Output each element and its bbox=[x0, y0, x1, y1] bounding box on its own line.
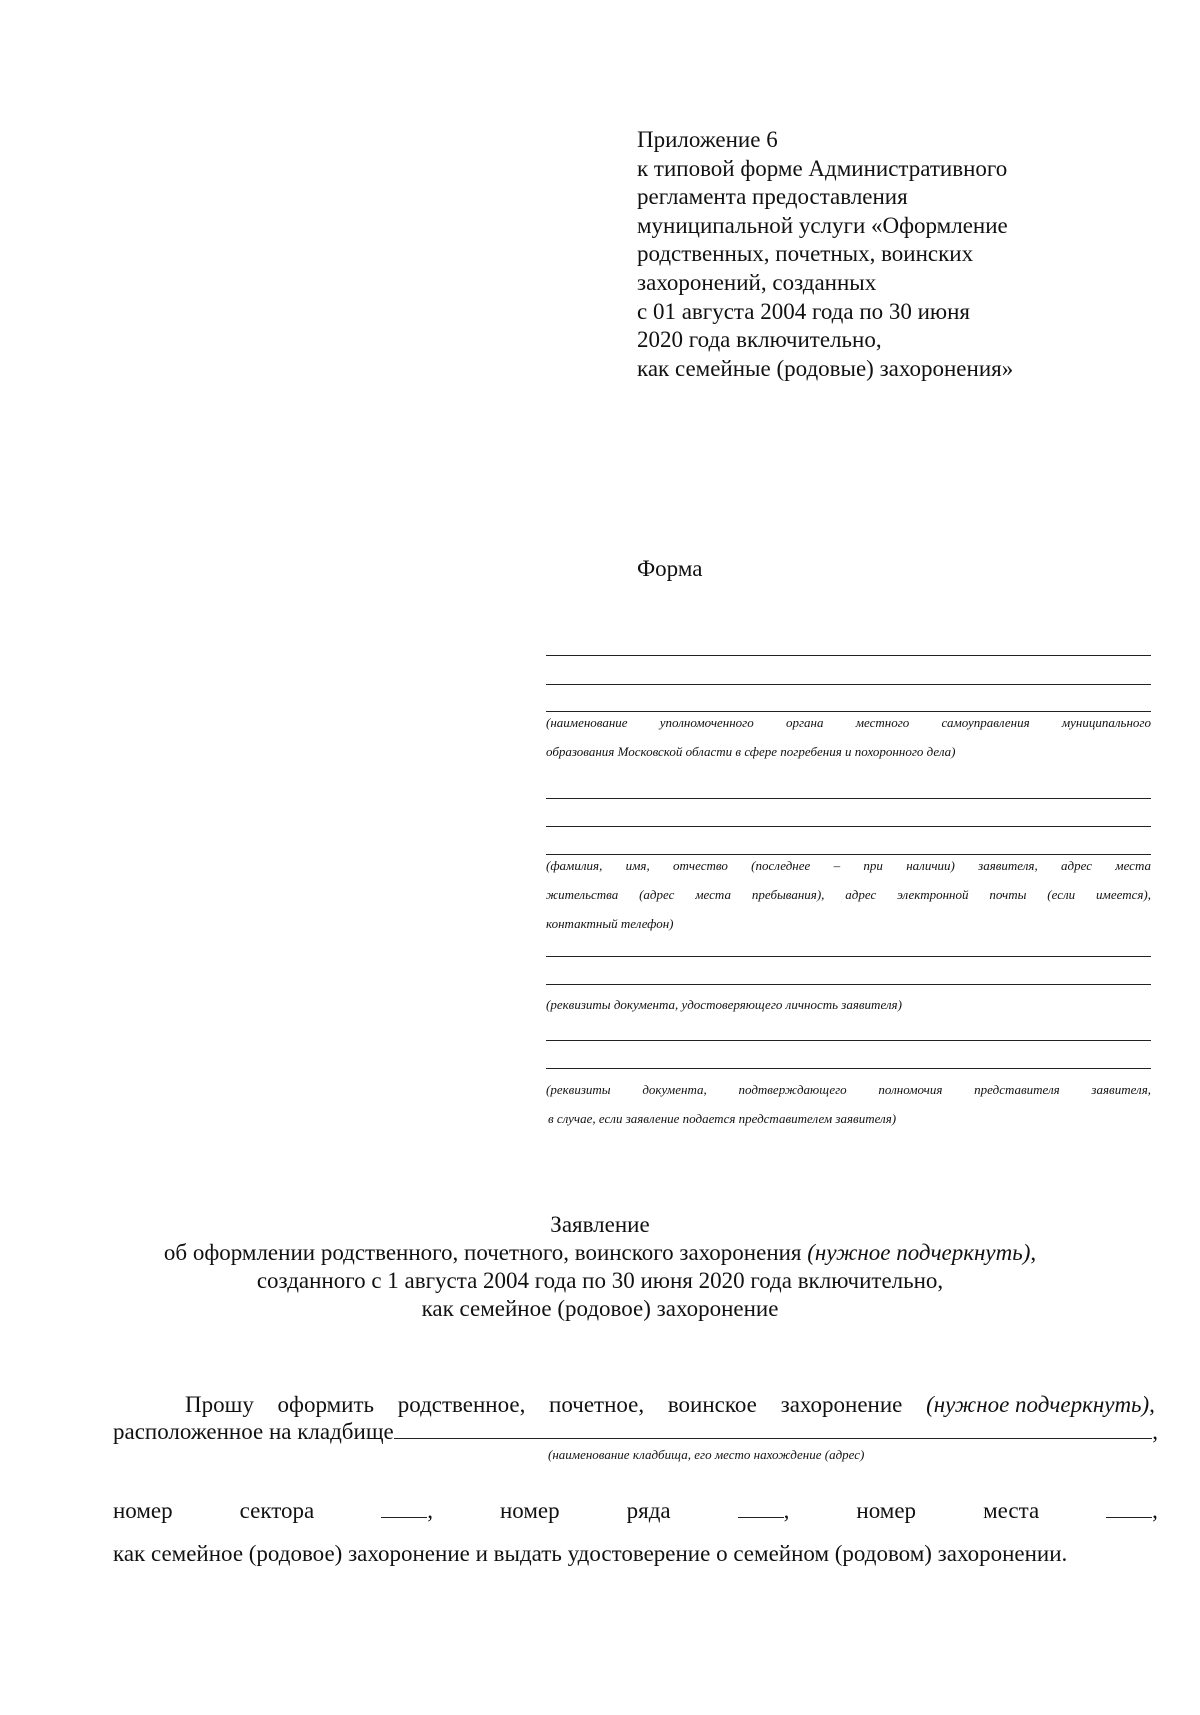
request-word: Прошу bbox=[185, 1392, 254, 1417]
appendix-line: муниципальной услуги «Оформление bbox=[637, 212, 1008, 238]
appendix-line: захоронений, созданных bbox=[637, 269, 877, 295]
representative-doc-field-line-2[interactable] bbox=[546, 1068, 1151, 1069]
row-field-group bbox=[738, 1497, 790, 1525]
title-underline-note: (нужное подчеркнуть) bbox=[807, 1240, 1031, 1265]
request-line-1 bbox=[113, 1391, 1155, 1419]
caption-line: (наименование уполномоченного органа местного самоуправления муниципального bbox=[546, 715, 1151, 730]
appendix-line: Приложение 6 bbox=[637, 127, 778, 152]
authority-caption bbox=[546, 708, 1151, 766]
applicant-field-line-1[interactable] bbox=[546, 798, 1151, 799]
cemetery-row bbox=[113, 1418, 1158, 1446]
place-field-group bbox=[1106, 1497, 1158, 1525]
title-line-2-text: об оформлении родственного, почетного, воинского захоронения bbox=[163, 1240, 808, 1265]
identity-doc-caption bbox=[546, 990, 1151, 1019]
title-line-2 bbox=[0, 1239, 1200, 1267]
sector-field-group bbox=[381, 1497, 433, 1525]
place-label-1: номер bbox=[856, 1498, 917, 1523]
numbers-row bbox=[113, 1497, 1158, 1525]
application-title bbox=[0, 1211, 1200, 1323]
caption-line: в случае, если заявление подается представителем заявителя) bbox=[548, 1111, 897, 1126]
appendix-line: как семейные (родовые) захоронения» bbox=[637, 355, 1014, 381]
appendix-header bbox=[637, 126, 1097, 383]
sector-label-2: сектора bbox=[239, 1498, 315, 1523]
caption-line: (реквизиты документа, подтверждающего полномочия представителя заявителя, bbox=[546, 1082, 1151, 1097]
title-line-4: как семейное (родовое) захоронение bbox=[421, 1296, 779, 1321]
appendix-line: к типовой форме Административного bbox=[637, 155, 1008, 181]
request-word: воинское bbox=[667, 1392, 757, 1417]
request-word: захоронение bbox=[780, 1392, 903, 1417]
authority-field-line-2[interactable] bbox=[546, 684, 1151, 685]
identity-doc-field-line-1[interactable] bbox=[546, 956, 1151, 957]
appendix-line: 2020 года включительно, bbox=[637, 327, 882, 353]
request-word: почетное, bbox=[549, 1392, 645, 1417]
representative-doc-field-line-1[interactable] bbox=[546, 1040, 1151, 1041]
caption-line: жительства (адрес места пребывания), адрес электронной почты (если имеется), bbox=[546, 887, 1151, 902]
request-word: оформить bbox=[277, 1392, 375, 1417]
form-label: Форма bbox=[637, 556, 703, 581]
representative-doc-caption bbox=[546, 1075, 1151, 1133]
caption-line: образования Московской области в сфере погребения и похоронного дела) bbox=[546, 744, 956, 759]
caption-line: (реквизиты документа, удостоверяющего личность заявителя) bbox=[546, 997, 902, 1012]
row-number-field[interactable] bbox=[738, 1499, 784, 1518]
identity-doc-field-line-2[interactable] bbox=[546, 984, 1151, 985]
cemetery-caption: (наименование кладбища, его место нахождение (адрес) bbox=[548, 1447, 865, 1462]
request-word-italic: (нужное подчеркнуть), bbox=[926, 1392, 1155, 1417]
cemetery-comma: , bbox=[1152, 1419, 1158, 1444]
appendix-line: регламента предоставления bbox=[637, 184, 908, 210]
comma: , bbox=[427, 1498, 433, 1523]
row-label-1: номер bbox=[499, 1498, 560, 1523]
cemetery-field[interactable] bbox=[394, 1418, 1153, 1439]
cemetery-label: расположенное на кладбище bbox=[113, 1419, 394, 1444]
row-label-2: ряда bbox=[626, 1498, 671, 1523]
sector-label-1: номер bbox=[113, 1498, 173, 1523]
sector-number-field[interactable] bbox=[381, 1499, 427, 1518]
applicant-caption bbox=[546, 851, 1151, 938]
request-word: родственное, bbox=[397, 1392, 526, 1417]
caption-line: контактный телефон) bbox=[546, 916, 674, 931]
request-final-line: как семейное (родовое) захоронение и выдать удостоверение о семейном (родовом) захоронении. bbox=[113, 1541, 1068, 1566]
place-number-field[interactable] bbox=[1106, 1499, 1152, 1518]
place-label-2: места bbox=[983, 1498, 1040, 1523]
comma: , bbox=[1152, 1498, 1158, 1523]
comma: , bbox=[783, 1498, 790, 1523]
appendix-line: с 01 августа 2004 года по 30 июня bbox=[637, 298, 971, 324]
authority-field-line-1[interactable] bbox=[546, 655, 1151, 656]
title-line-2-comma: , bbox=[1030, 1240, 1037, 1265]
applicant-field-line-2[interactable] bbox=[546, 826, 1151, 827]
title-line-3: созданного с 1 августа 2004 года по 30 июня 2020 года включительно, bbox=[256, 1268, 944, 1293]
title-line-1: Заявление bbox=[550, 1212, 650, 1237]
appendix-line: родственных, почетных, воинских bbox=[637, 241, 974, 267]
caption-line: (фамилия, имя, отчество (последнее – при наличии) заявителя, адрес места bbox=[546, 858, 1151, 873]
